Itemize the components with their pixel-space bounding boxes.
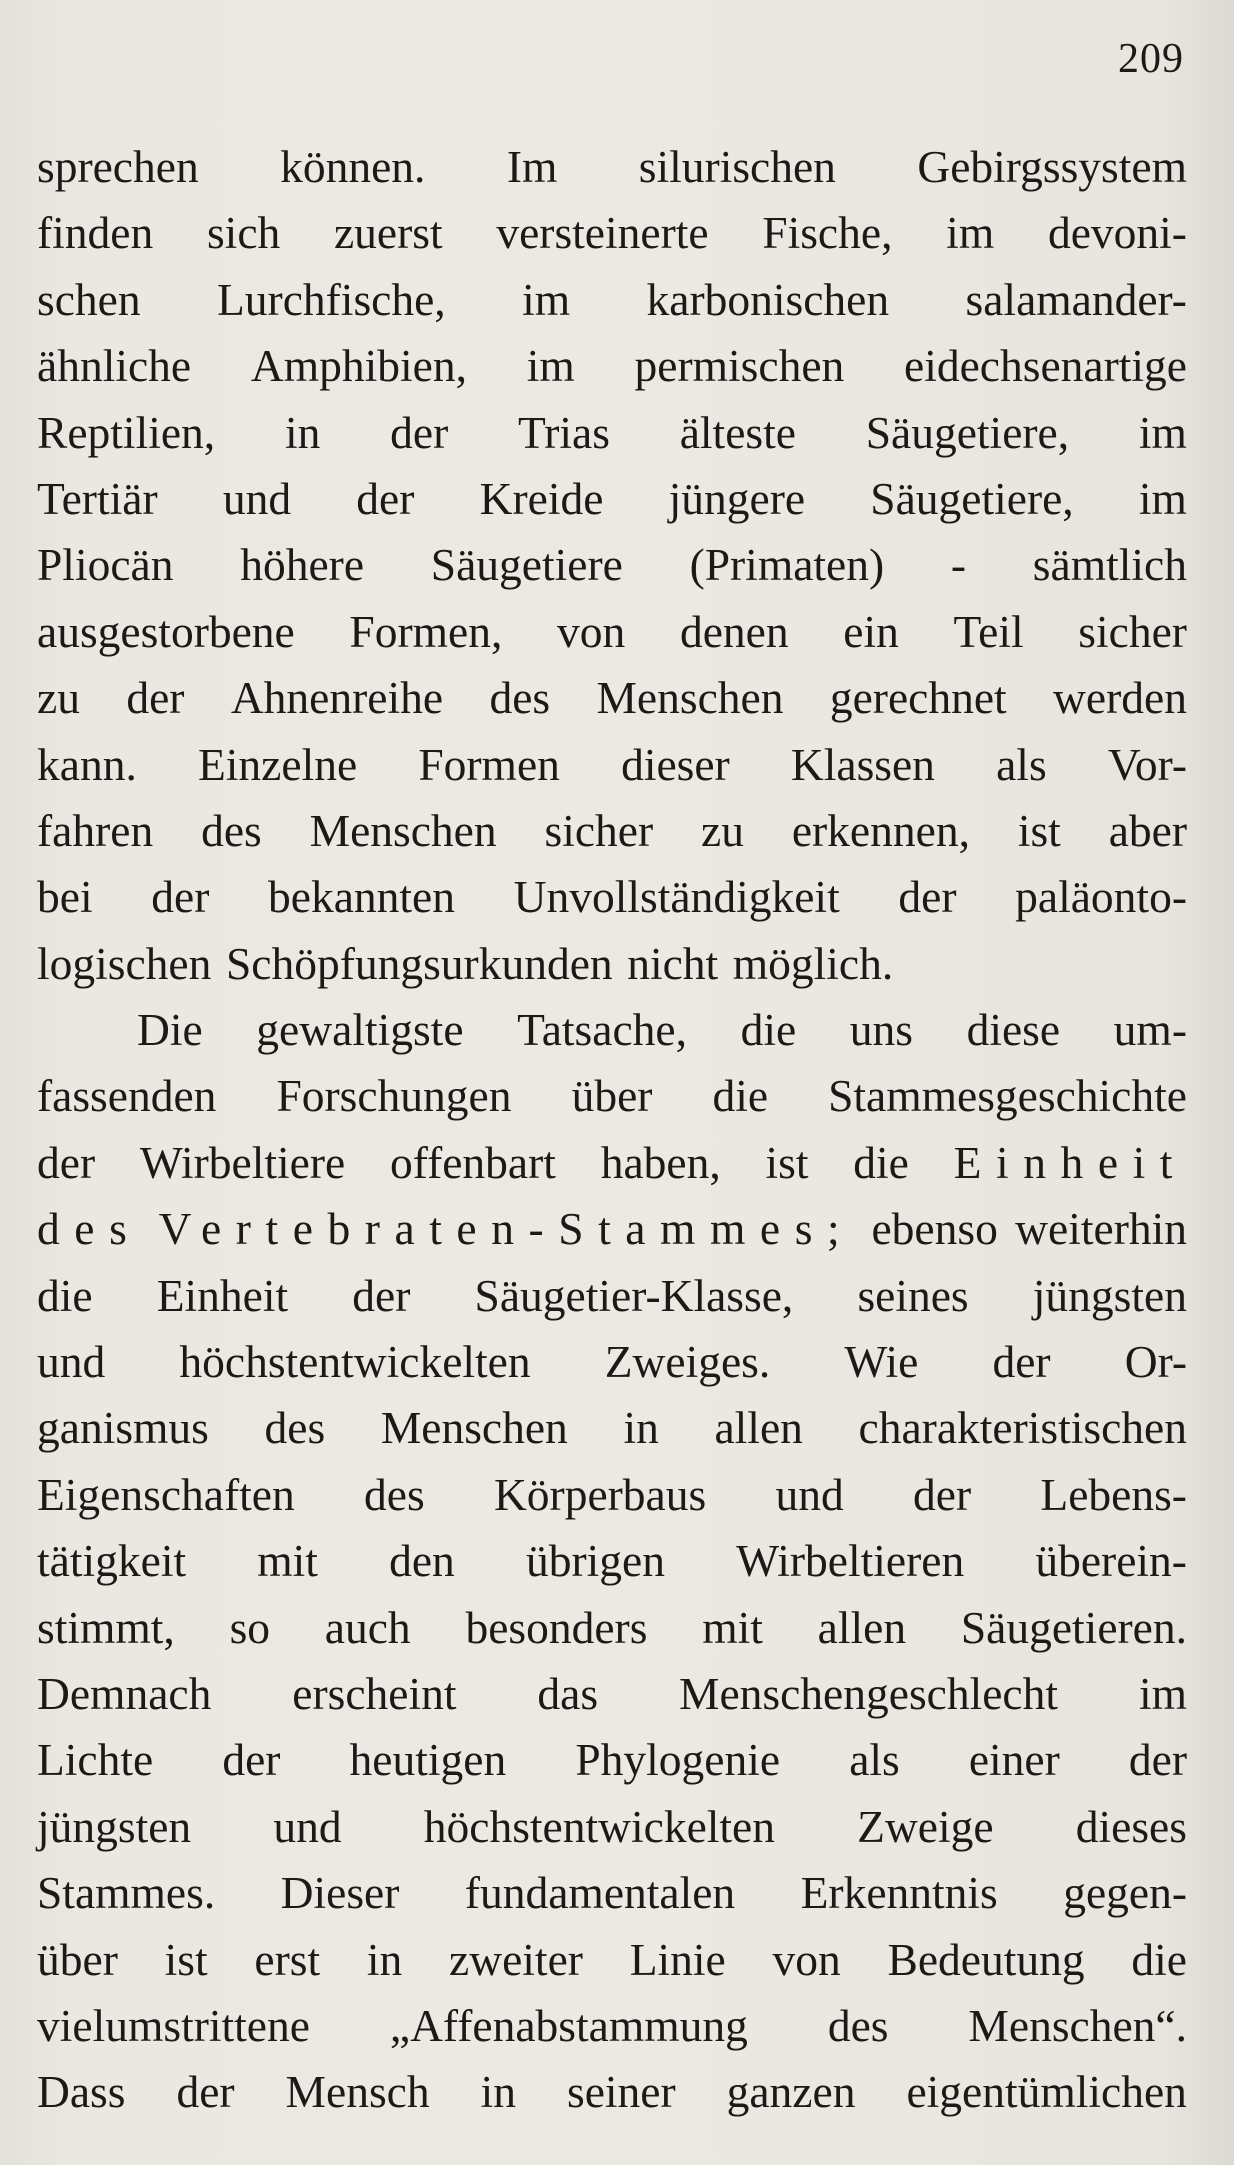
word: Trias (518, 406, 610, 458)
word: Formen (418, 738, 560, 790)
word: Stammes. (37, 1867, 216, 1919)
word: Kreide (479, 472, 604, 524)
word: Wirbeltiere (139, 1136, 346, 1188)
word: sich (206, 207, 281, 259)
text-line (37, 538, 1187, 604)
word: möglich. (732, 937, 894, 989)
word: devoni- (1047, 207, 1187, 259)
word: die (740, 1004, 797, 1056)
word: Mensch (285, 2066, 430, 2118)
word: Zweiges. (604, 1336, 771, 1388)
word: Gebirgssystem (917, 141, 1187, 192)
word: des (364, 1468, 425, 1520)
word: eigentümlichen (906, 2066, 1187, 2118)
word: als (849, 1734, 900, 1786)
word: ebenso (871, 1203, 998, 1255)
word: salamander- (965, 273, 1187, 325)
text-line (37, 1003, 1187, 1069)
text-line (37, 140, 1187, 206)
page-number: 209 (1118, 36, 1184, 82)
word: Forschungen (276, 1070, 512, 1122)
word: weiterhin (1015, 1203, 1187, 1255)
word: Demnach (37, 1667, 212, 1719)
text-line (37, 1866, 1187, 1932)
text-line (37, 671, 1187, 737)
word: im (1138, 406, 1187, 458)
word: aber (1108, 804, 1187, 856)
word: so (229, 1601, 271, 1653)
word: charakteristischen (858, 1402, 1187, 1454)
word: Linie (629, 1933, 726, 1985)
word: kann. (37, 738, 137, 790)
word: der (176, 2066, 235, 2118)
word: um- (1113, 1004, 1187, 1056)
word: Bedeutung (887, 1933, 1085, 1985)
word: Reptilien, (37, 406, 216, 458)
word: der (913, 1468, 972, 1520)
word: Lurchfische, (217, 273, 446, 325)
word: Menschengeschlecht (679, 1667, 1059, 1719)
word: und (222, 472, 292, 524)
word: paläonto- (1015, 871, 1187, 923)
word: des (37, 1203, 142, 1255)
word: seines (857, 1269, 969, 1321)
text-line (37, 1601, 1187, 1667)
text-line (37, 339, 1187, 405)
text-line (37, 206, 1187, 272)
word: können. (280, 141, 426, 192)
word: Amphibien, (250, 340, 467, 392)
word: jüngsten (1032, 1269, 1187, 1321)
word: vielumstrittene (37, 1999, 310, 2051)
text-line (37, 1136, 1187, 1202)
word: zweiter (449, 1933, 583, 1985)
word: des (201, 804, 262, 856)
word: Ahnenreihe (230, 672, 444, 724)
word: nicht (627, 937, 719, 989)
word: und (273, 1800, 342, 1852)
word: erscheint (292, 1667, 457, 1719)
word: die (1131, 1933, 1187, 1985)
text-line (37, 738, 1187, 804)
word: über (37, 1933, 118, 1985)
word: Vor- (1107, 738, 1187, 790)
word: ist (164, 1933, 208, 1985)
word: des (489, 672, 551, 724)
text-line (37, 406, 1187, 472)
word: dieser (621, 738, 730, 790)
word: Lichte (37, 1734, 154, 1786)
text-line (37, 472, 1187, 538)
word: Säugetiere, (870, 472, 1074, 524)
word: zuerst (333, 207, 443, 259)
word: ist (1017, 804, 1061, 856)
word: im (526, 340, 575, 392)
word: Stammesgeschichte (828, 1070, 1187, 1122)
word: ganismus (37, 1402, 209, 1454)
word: Säugetiere, (865, 406, 1070, 458)
word: versteinerte (496, 207, 709, 259)
word: werden (1053, 672, 1187, 724)
word: Tertiär (37, 472, 158, 524)
text-line (37, 1401, 1187, 1467)
word: Dieser (280, 1867, 400, 1919)
text-line (37, 2065, 1187, 2131)
word: Wirbeltieren (736, 1535, 965, 1587)
word: in (284, 406, 321, 458)
word: stimmt, (37, 1601, 175, 1653)
word: logischen (37, 937, 212, 989)
word: schen (37, 273, 141, 325)
body-text (37, 140, 1187, 2132)
text-line (37, 1733, 1187, 1799)
word: allen (817, 1601, 907, 1653)
word: haben, (600, 1136, 721, 1188)
word: Schöpfungsurkunden (225, 937, 613, 989)
text-line (37, 1202, 1187, 1268)
text-line (37, 1335, 1187, 1401)
text-line (37, 870, 1187, 936)
word: seiner (566, 2066, 676, 2118)
word: Menschen (309, 804, 497, 856)
word: einer (968, 1734, 1060, 1786)
word: tätigkeit (37, 1535, 187, 1587)
word: Lebens- (1040, 1468, 1187, 1520)
text-line (37, 1933, 1187, 1999)
word: Einheit (953, 1136, 1187, 1188)
word: der (151, 871, 210, 923)
word: im (946, 207, 995, 259)
text-line (37, 937, 1187, 1003)
word: dieses (1075, 1800, 1187, 1852)
word: jüngsten (37, 1800, 192, 1852)
word: in (480, 2066, 516, 2118)
word: des (827, 1999, 889, 2051)
word: Menschen (380, 1402, 568, 1454)
word: Körperbaus (493, 1468, 707, 1520)
word: mit (702, 1601, 763, 1653)
word: erst (254, 1933, 321, 1985)
word: heutigen (349, 1734, 507, 1786)
word: sicher (1078, 605, 1187, 657)
word: über (571, 1070, 653, 1122)
word: eidechsenartige (904, 340, 1187, 392)
word: die (712, 1070, 769, 1122)
word: fundamentalen (464, 1867, 736, 1919)
word: uns (849, 1004, 913, 1056)
word: Or- (1124, 1336, 1187, 1388)
word: Vertebraten-Stammes; (158, 1203, 855, 1255)
word: der (37, 1136, 96, 1188)
word: Phylogenie (575, 1734, 781, 1786)
word: höchstentwickelten (423, 1800, 775, 1852)
word: allen (714, 1402, 803, 1454)
word: Einheit (156, 1269, 289, 1321)
word: der (352, 1269, 411, 1321)
word: sämtlich (1032, 539, 1187, 591)
text-line (37, 1999, 1187, 2065)
word: mit (257, 1535, 318, 1587)
word: der (126, 672, 185, 724)
word: offenbart (390, 1136, 556, 1188)
word: den (389, 1535, 455, 1587)
word: Die (137, 1004, 203, 1056)
word: Dass (37, 2066, 126, 2118)
word: finden (37, 207, 154, 259)
word: und (37, 1336, 106, 1388)
word: Erkenntnis (800, 1867, 998, 1919)
word: ein (843, 605, 899, 657)
word: gewaltigste (256, 1004, 464, 1056)
word: überein- (1035, 1535, 1187, 1587)
word: Eigenschaften (37, 1468, 295, 1520)
text-line (37, 273, 1187, 339)
word: jüngere (668, 472, 806, 524)
word: auch (324, 1601, 411, 1653)
word: übrigen (525, 1535, 665, 1587)
word: zu (701, 804, 744, 856)
word: Menschen (596, 672, 784, 724)
text-line (37, 1667, 1187, 1733)
word: Einzelne (198, 738, 358, 790)
word: sicher (544, 804, 654, 856)
word: bei (37, 871, 93, 923)
word: erkennen, (791, 804, 970, 856)
word: in (623, 1402, 659, 1454)
text-line (37, 1534, 1187, 1600)
word: Pliocän (37, 539, 174, 591)
word: ausgestorbene (37, 605, 295, 657)
word: Säugetiere (430, 539, 623, 591)
word: der (390, 406, 449, 458)
word: ähnliche (37, 340, 192, 392)
word: fahren (37, 804, 154, 856)
word: Wie (844, 1336, 919, 1388)
word: des (264, 1402, 326, 1454)
text-line (37, 1468, 1187, 1534)
word: in (366, 1933, 403, 1985)
text-line (37, 1269, 1187, 1335)
word: silurischen (638, 141, 836, 192)
text-line (37, 1800, 1187, 1866)
word: diese (966, 1004, 1061, 1056)
word: im (1138, 1667, 1187, 1719)
word: im (522, 273, 571, 325)
word: als (996, 738, 1047, 790)
word: Säugetier-Klasse, (474, 1269, 794, 1321)
word: der (222, 1734, 281, 1786)
word: im (1138, 472, 1187, 524)
word: karbonischen (646, 273, 890, 325)
text-line (37, 804, 1187, 870)
word: Klassen (790, 738, 935, 790)
word: Unvollständigkeit (513, 871, 840, 923)
word: (Primaten) (689, 539, 885, 591)
word: zu (37, 672, 80, 724)
text-line (37, 605, 1187, 671)
word: Tatsache, (517, 1004, 687, 1056)
word: ganzen (726, 2066, 856, 2118)
word: der (356, 472, 415, 524)
word: höhere (240, 539, 365, 591)
word: bekannten (268, 871, 455, 923)
word: der (1128, 1734, 1187, 1786)
text-line (37, 1069, 1187, 1135)
word: älteste (679, 406, 796, 458)
word: „Affenabstammung (389, 1999, 748, 2051)
word: der (898, 871, 957, 923)
word: gerechnet (829, 672, 1007, 724)
word: Teil (953, 605, 1024, 657)
word: das (537, 1667, 599, 1719)
word: von (557, 605, 626, 657)
word: Fische, (762, 207, 893, 259)
word: sprechen (37, 141, 199, 192)
word: der (992, 1336, 1051, 1388)
word: Im (506, 141, 558, 192)
word: Säugetieren. (960, 1601, 1187, 1653)
word: die (37, 1269, 93, 1321)
word: die (853, 1136, 909, 1188)
word: - (950, 539, 967, 591)
word: Formen, (349, 605, 503, 657)
word: besonders (465, 1601, 648, 1653)
word: höchstentwickelten (179, 1336, 531, 1388)
word: gegen- (1063, 1867, 1187, 1919)
word: denen (679, 605, 789, 657)
word: von (772, 1933, 841, 1985)
word: permischen (634, 340, 845, 392)
word: ist (765, 1136, 809, 1188)
word: und (775, 1468, 844, 1520)
word: Menschen“. (968, 1999, 1187, 2051)
word: Zweige (857, 1800, 994, 1852)
word: fassenden (37, 1070, 217, 1122)
